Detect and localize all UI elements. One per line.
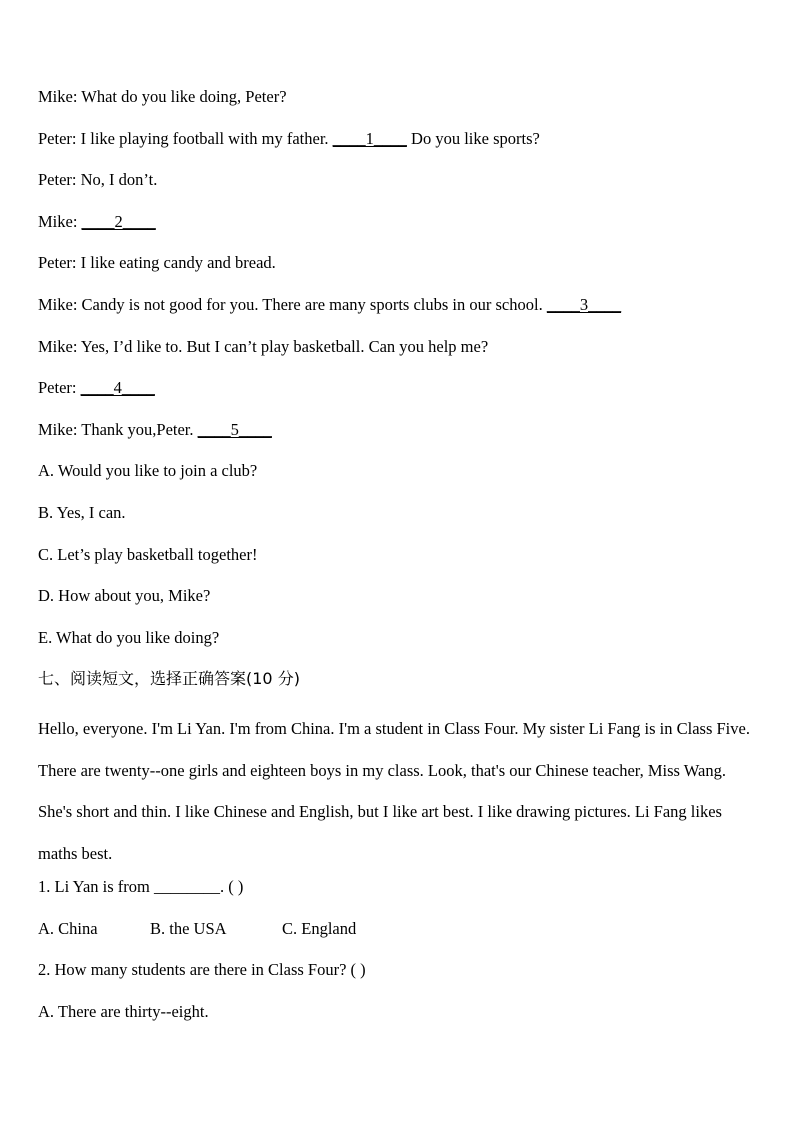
dialogue-text: Thank you,Peter. bbox=[77, 419, 198, 439]
dialogue-line bbox=[38, 292, 763, 334]
answer-blank-3[interactable]: ____3____ bbox=[546, 294, 622, 314]
dialogue-line bbox=[38, 209, 763, 251]
worksheet-page bbox=[38, 84, 763, 1041]
speaker: Mike: bbox=[38, 419, 78, 439]
speaker: Mike: bbox=[38, 211, 78, 231]
answer-blank-5[interactable]: ____5____ bbox=[197, 419, 272, 439]
option-b: B. Yes, I can. bbox=[38, 502, 126, 522]
speaker: Peter: bbox=[38, 378, 77, 398]
q1-option-c[interactable]: C. England bbox=[282, 918, 357, 938]
speaker: Mike: bbox=[38, 294, 78, 314]
dialogue-line bbox=[38, 375, 763, 417]
answer-blank-2[interactable]: ____2____ bbox=[81, 211, 156, 231]
speaker: Mike: bbox=[38, 87, 78, 106]
speaker: Peter: bbox=[38, 128, 77, 148]
section-heading: 七、阅读短文，选择正确答案(10 分) bbox=[38, 669, 300, 689]
question-2: 2. How many students are there in Class Four? ( ) bbox=[38, 960, 366, 980]
dialogue-line bbox=[38, 126, 763, 168]
question-1: 1. Li Yan is from ________. ( ) bbox=[38, 877, 244, 897]
dialogue-text: Candy is not good for you. There are many sports clubs in our school. bbox=[77, 294, 547, 314]
reading-passage: Hello, everyone. I'm Li Yan. I'm from China. I'm a student in Class Four. My sister Li Fang is in Class Five. There are twenty--one girls and eighteen boys in my class. Look, that's our Chinese teacher, Miss Wang. She's short and thin. I like Chinese and English, but I like art best. I like drawing pictures. Li Fang likes maths best. bbox=[38, 718, 750, 863]
speaker: Peter: bbox=[38, 253, 77, 273]
speaker: Mike: bbox=[38, 336, 78, 356]
dialogue-text: No, I don’t. bbox=[76, 170, 158, 190]
dialogue-text: Yes, I’d like to. But I can’t play basketball. Can you help me? bbox=[77, 336, 489, 356]
answer-blank-1[interactable]: ____1____ bbox=[332, 128, 407, 148]
speaker: Peter: bbox=[38, 170, 77, 190]
q1-option-b[interactable]: B. the USA bbox=[150, 918, 227, 938]
dialogue-text: I like eating candy and bread. bbox=[76, 253, 276, 273]
q2-option-a[interactable]: A. There are thirty--eight. bbox=[38, 1002, 209, 1022]
dialogue-line bbox=[38, 334, 763, 376]
dialogue-line bbox=[38, 417, 763, 459]
dialogue-text: Do you like sports? bbox=[406, 128, 540, 148]
dialogue-line bbox=[38, 167, 763, 209]
q1-option-a[interactable]: A. China bbox=[38, 918, 98, 938]
dialogue-text: I like playing football with my father. bbox=[76, 128, 333, 148]
option-d: D. How about you, Mike? bbox=[38, 586, 211, 606]
question-1-options bbox=[38, 916, 763, 958]
dialogue-text: What do you like doing, Peter? bbox=[77, 87, 287, 106]
answer-blank-4[interactable]: ____4____ bbox=[80, 378, 155, 398]
option-a: A. Would you like to join a club? bbox=[38, 461, 258, 481]
option-e: E. What do you like doing? bbox=[38, 627, 220, 647]
dialogue-line bbox=[38, 84, 763, 126]
option-c: C. Let’s play basketball together! bbox=[38, 544, 258, 564]
dialogue-line bbox=[38, 250, 763, 292]
